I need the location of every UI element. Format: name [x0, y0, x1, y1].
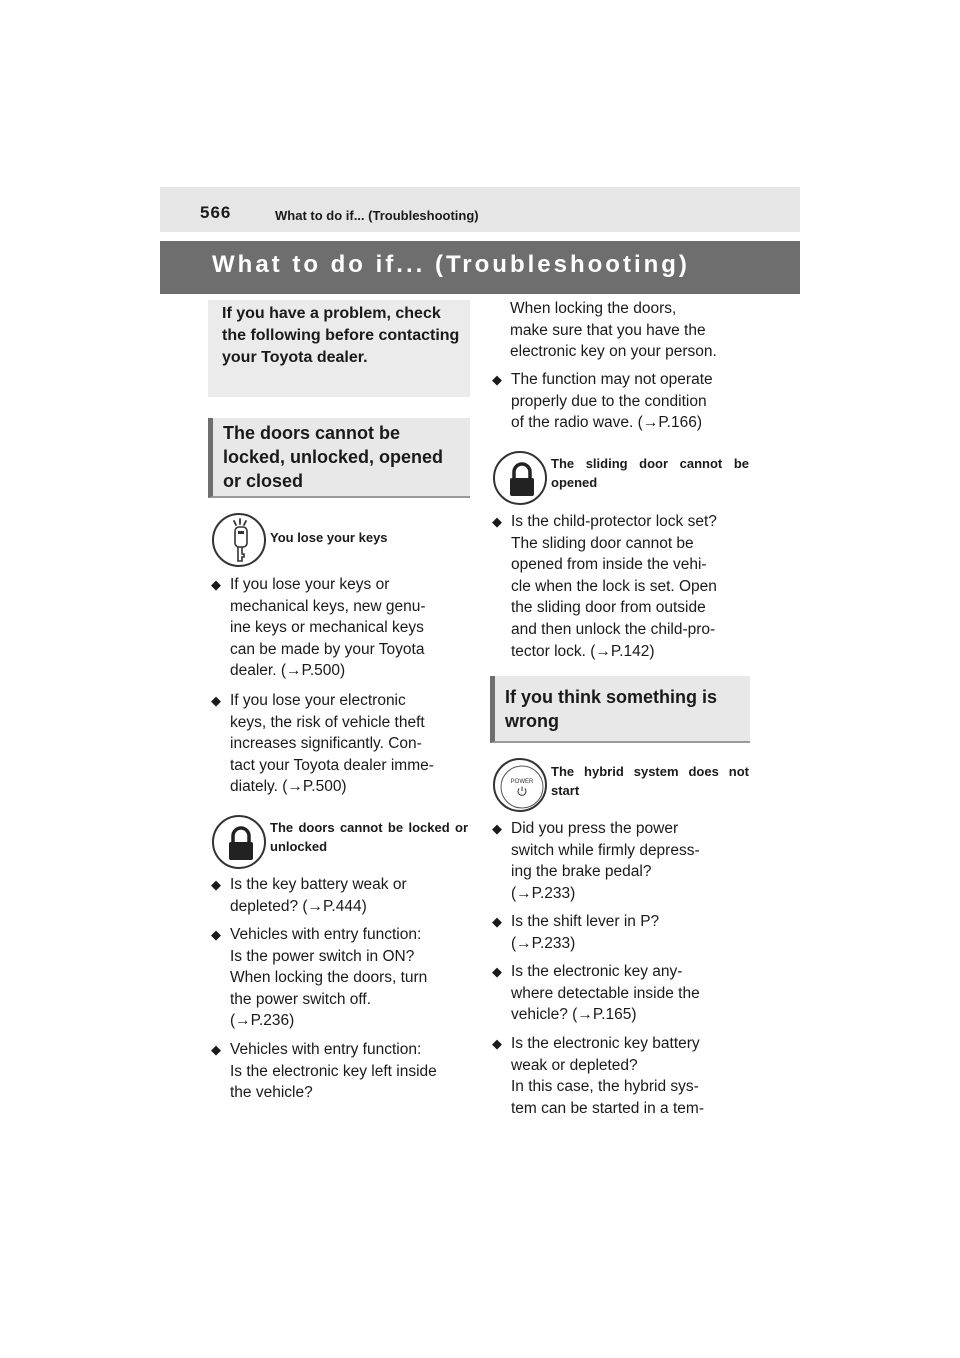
list-item: ◆ If you lose your keys or mechanical keys, new genu- ine keys or mechanical keys can be made by your Toyota dealer. (→P.500) [211, 576, 426, 680]
list-item: ◆ Is the electronic key battery weak or depleted? In this case, the hybrid sys- tem can be started in a tem- [492, 1035, 704, 1117]
page-number: 566 [200, 203, 232, 222]
list-item: ◆ The function may not operate properly due to the condition of the radio wave. (→P.166) [492, 371, 713, 432]
bullet-icon: ◆ [492, 1036, 502, 1051]
list-item: ◆ Vehicles with entry function: Is the power switch in ON? When locking the doors, turn the power switch off. (→P.236) [211, 926, 428, 1030]
section-heading-doors [208, 418, 470, 498]
bullet-icon: ◆ [211, 1042, 221, 1057]
bullet-icon: ◆ [492, 514, 502, 529]
bullet-icon: ◆ [211, 877, 221, 892]
list-item: ◆ Is the electronic key any- where detectable inside the vehicle? (→P.165) [492, 963, 700, 1024]
padlock-icon [212, 815, 266, 869]
bullet-icon: ◆ [211, 577, 221, 592]
bullet-icon: ◆ [492, 821, 502, 836]
bullet-icon: ◆ [211, 927, 221, 942]
section-heading-text: The doors cannot be locked, unlocked, opened or closed [223, 423, 444, 491]
bullet-icon: ◆ [492, 964, 502, 979]
list-item: ◆ Is the child-protector lock set? The sliding door cannot be opened from inside the vehi- cle when the lock is set. Open the sliding door from outside and then unlock the child-pro- tector lock. (→P.142) [492, 513, 717, 660]
list-item: ◆ If you lose your electronic keys, the risk of vehicle theft increases significantly. Con- tact your Toyota dealer imme- diately. (→P.500) [211, 692, 434, 796]
bullet-icon: ◆ [492, 914, 502, 929]
power-label: POWER [510, 779, 534, 785]
list-item: ◆ Is the shift lever in P? (→P.233) [492, 913, 660, 952]
intro-text: If you have a problem, check the following before contacting your Toyota dealer. [222, 305, 460, 366]
sub-label-lock-unlock: The doors cannot be locked or unlocked [270, 820, 468, 854]
section-heading-wrong [490, 676, 750, 743]
sub-label-sliding: The sliding door cannot be opened [551, 456, 749, 490]
padlock-icon [493, 451, 547, 505]
sub-label-lose-keys: You lose your keys [270, 530, 388, 545]
title-bar [160, 241, 800, 294]
bullet-icon: ◆ [211, 693, 221, 708]
list-item: ◆ Did you press the power switch while firmly depress- ing the brake pedal? (→P.233) [492, 820, 700, 902]
header-band [160, 187, 800, 232]
list-item: ◆ Vehicles with entry function: Is the electronic key left inside the vehicle? [211, 1041, 437, 1102]
list-item: ◆ Is the key battery weak or depleted? (→P.444) [211, 876, 407, 915]
page-title: What to do if... (Troubleshooting) [212, 251, 690, 278]
power-button-icon [493, 758, 547, 812]
key-icon [212, 513, 266, 567]
sub-label-hybrid: The hybrid system does not start [551, 764, 749, 798]
intro-box [208, 300, 470, 397]
running-head: What to do if... (Troubleshooting) [275, 208, 479, 223]
bullet-icon: ◆ [492, 372, 502, 387]
section-heading-text: If you think something is wrong [505, 687, 718, 731]
continued-text: When locking the doors, make sure that you have the electronic key on your person. [510, 300, 717, 361]
